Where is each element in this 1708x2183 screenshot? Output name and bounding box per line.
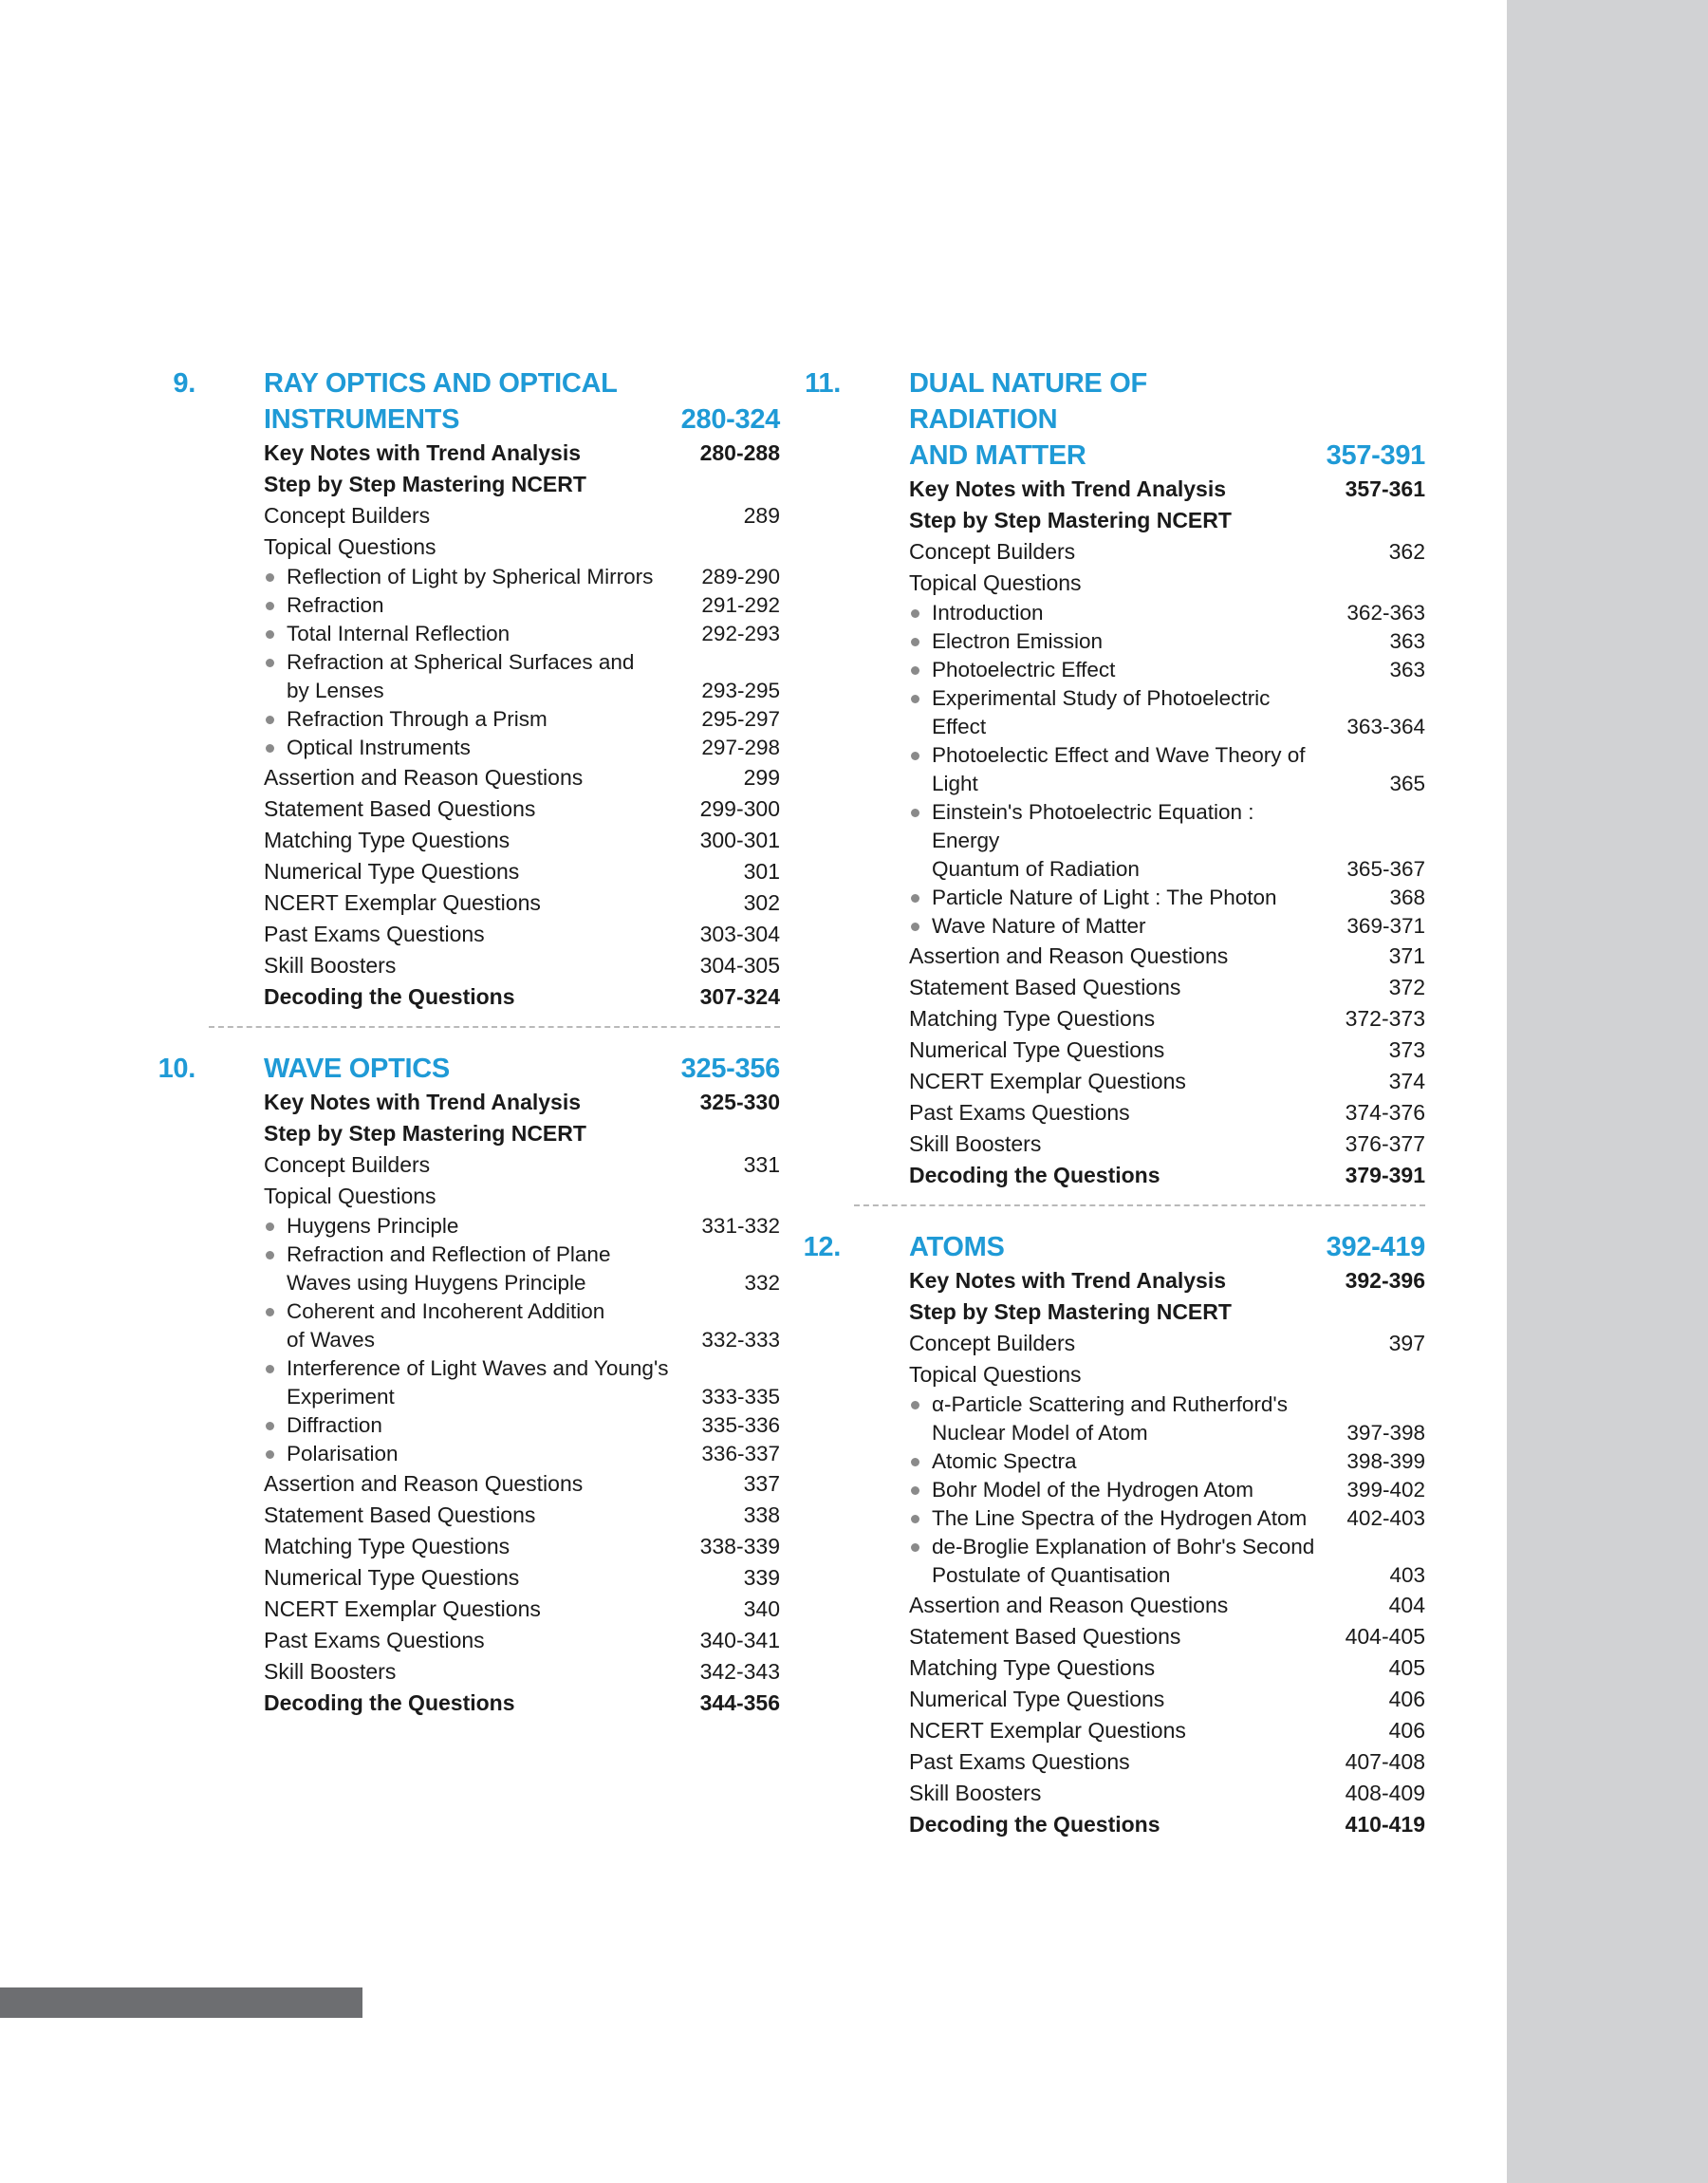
chapter-page-range: 357-391 xyxy=(1326,440,1425,471)
entry-page-range: 407-408 xyxy=(1345,1749,1425,1774)
entry-page-range: 307-324 xyxy=(699,984,780,1009)
entry-label: Photoelectic Effect and Wave Theory of Light xyxy=(932,743,1306,795)
bullet-icon xyxy=(911,1515,919,1523)
chapter-entries xyxy=(854,1265,1425,1840)
entry-label: Past Exams Questions xyxy=(909,1100,1130,1125)
entry-label: Wave Nature of Matter xyxy=(932,914,1146,938)
bullet-icon xyxy=(266,744,274,753)
chapter-heading xyxy=(173,365,780,438)
toc-entry xyxy=(854,684,1425,741)
chapter-title-line: RAY OPTICS AND OPTICAL xyxy=(264,368,618,399)
entry-label: Topical Questions xyxy=(264,1184,436,1208)
entry-page-range: 300-301 xyxy=(699,828,780,852)
toc-entry xyxy=(209,856,780,887)
toc-entry xyxy=(209,500,780,532)
entry-label: Numerical Type Questions xyxy=(909,1037,1165,1062)
entry-page-range: 397-398 xyxy=(1346,1421,1425,1445)
entry-page-range: 336-337 xyxy=(701,1442,780,1465)
entry-label: Interference of Light Waves and Young's Experiment xyxy=(287,1356,669,1409)
entry-label: Photoelectric Effect xyxy=(932,658,1116,681)
entry-label: Topical Questions xyxy=(909,570,1082,595)
entry-page-range: 340-341 xyxy=(699,1628,780,1652)
entry-label: Coherent and Incoherent Addition of Waves xyxy=(287,1299,605,1352)
bullet-icon xyxy=(266,602,274,610)
toc-entry xyxy=(854,656,1425,684)
toc-entry xyxy=(209,1118,780,1149)
entry-label: Total Internal Reflection xyxy=(287,622,511,645)
entry-page-range: 331 xyxy=(743,1152,780,1177)
entry-page-range: 406 xyxy=(1388,1718,1425,1743)
entry-label: NCERT Exemplar Questions xyxy=(909,1718,1186,1743)
bullet-icon xyxy=(266,1251,274,1259)
bullet-icon xyxy=(911,752,919,760)
chapter-heading xyxy=(803,1229,1425,1265)
entry-label: The Line Spectra of the Hydrogen Atom xyxy=(932,1506,1308,1530)
toc-entry xyxy=(854,1328,1425,1359)
toc-entry xyxy=(854,1684,1425,1715)
toc-entry xyxy=(209,887,780,919)
toc-entry xyxy=(209,762,780,793)
toc-entry xyxy=(854,1297,1425,1328)
entry-label: Matching Type Questions xyxy=(264,828,511,852)
entry-page-range: 335-336 xyxy=(701,1413,780,1437)
chapter-number: 12. xyxy=(803,1232,841,1262)
toc-entry xyxy=(209,438,780,469)
entry-page-range: 303-304 xyxy=(699,922,780,946)
toc-entry xyxy=(209,1354,780,1411)
entry-label: Refraction and Reflection of Plane Waves using Huygens Principle xyxy=(287,1242,611,1295)
entry-page-range: 331-332 xyxy=(701,1214,780,1238)
chapter-heading xyxy=(805,365,1425,474)
toc-entry xyxy=(854,536,1425,568)
toc-entry xyxy=(854,1590,1425,1621)
chapter-entries xyxy=(209,1087,780,1719)
toc-entry xyxy=(854,884,1425,912)
entry-label: Einstein's Photoelectric Equation : Energy Quantum of Radiation xyxy=(932,800,1254,881)
toc-entry xyxy=(209,1087,780,1118)
entry-page-range: 357-361 xyxy=(1345,476,1425,501)
toc-entry xyxy=(209,1440,780,1468)
entry-label: NCERT Exemplar Questions xyxy=(909,1069,1186,1093)
bullet-icon xyxy=(911,666,919,675)
toc-entry xyxy=(854,1265,1425,1297)
entry-label: Topical Questions xyxy=(264,534,436,559)
toc-entry xyxy=(209,1181,780,1212)
entry-page-range: 368 xyxy=(1389,886,1425,909)
entry-page-range: 304-305 xyxy=(699,953,780,978)
bullet-icon xyxy=(911,609,919,618)
entry-label: Skill Boosters xyxy=(909,1781,1042,1805)
bullet-icon xyxy=(911,894,919,903)
chapter-9 xyxy=(173,365,780,1013)
toc-entry xyxy=(854,1746,1425,1778)
toc-entry xyxy=(209,469,780,500)
entry-label: Polarisation xyxy=(287,1442,399,1465)
toc-entry xyxy=(209,981,780,1013)
entry-page-range: 397 xyxy=(1388,1331,1425,1355)
entry-page-range: 372 xyxy=(1388,975,1425,999)
toc-entry xyxy=(209,1241,780,1297)
entry-label: Past Exams Questions xyxy=(264,1628,485,1652)
entry-page-range: 379-391 xyxy=(1345,1163,1425,1187)
entry-page-range: 404-405 xyxy=(1345,1624,1425,1649)
entry-label: Topical Questions xyxy=(909,1362,1082,1387)
toc-entry xyxy=(209,825,780,856)
entry-label: Huygens Principle xyxy=(287,1214,459,1238)
bullet-icon xyxy=(911,923,919,931)
toc-entry xyxy=(209,950,780,981)
entry-label: Numerical Type Questions xyxy=(264,859,520,884)
entry-label: Statement Based Questions xyxy=(909,975,1181,999)
entry-label: Key Notes with Trend Analysis xyxy=(264,1090,582,1114)
entry-page-range: 406 xyxy=(1388,1687,1425,1711)
toc-entry xyxy=(854,941,1425,972)
toc-entry xyxy=(209,1468,780,1500)
toc-entry xyxy=(209,1531,780,1562)
entry-label: Decoding the Questions xyxy=(264,1690,515,1715)
entry-page-range: 371 xyxy=(1388,943,1425,968)
entry-page-range: 410-419 xyxy=(1345,1812,1425,1837)
entry-label: Introduction xyxy=(932,601,1044,625)
right-margin-strip xyxy=(1507,0,1708,2183)
toc-entry xyxy=(854,1160,1425,1191)
chapter-12 xyxy=(803,1229,1425,1840)
toc-entry xyxy=(854,627,1425,656)
chapter-entries xyxy=(209,438,780,1013)
toc-entry xyxy=(209,648,780,705)
toc-entry xyxy=(209,1411,780,1440)
entry-page-range: 292-293 xyxy=(701,622,780,645)
toc-entry xyxy=(854,1035,1425,1066)
entry-page-range: 333-335 xyxy=(701,1385,780,1409)
toc-entry xyxy=(854,798,1425,884)
entry-label: Decoding the Questions xyxy=(264,984,515,1009)
entry-page-range: 332 xyxy=(744,1271,780,1295)
entry-label: Matching Type Questions xyxy=(909,1655,1156,1680)
entry-label: Key Notes with Trend Analysis xyxy=(909,1268,1227,1293)
entry-page-range: 332-333 xyxy=(701,1328,780,1352)
chapter-title-line: ATOMS xyxy=(909,1232,1005,1262)
entry-page-range: 405 xyxy=(1388,1655,1425,1680)
entry-page-range: 365-367 xyxy=(1346,857,1425,881)
entry-label: Assertion and Reason Questions xyxy=(909,1593,1229,1617)
chapter-title-line: WAVE OPTICS xyxy=(264,1054,450,1084)
entry-page-range: 289 xyxy=(743,503,780,528)
toc-entry xyxy=(854,912,1425,941)
entry-page-range: 338 xyxy=(743,1502,780,1527)
toc-entry xyxy=(209,1500,780,1531)
entry-page-range: 404 xyxy=(1388,1593,1425,1617)
toc-entry xyxy=(854,1447,1425,1476)
toc-entry xyxy=(854,1097,1425,1129)
entry-label: Concept Builders xyxy=(909,539,1076,564)
chapter-entries xyxy=(854,474,1425,1191)
chapter-page-range: 325-356 xyxy=(680,1054,780,1084)
entry-page-range: 363 xyxy=(1389,658,1425,681)
entry-page-range: 369-371 xyxy=(1346,914,1425,938)
entry-page-range: 344-356 xyxy=(699,1690,780,1715)
entry-page-range: 295-297 xyxy=(701,707,780,731)
chapter-number: 11. xyxy=(805,368,841,399)
entry-page-range: 398-399 xyxy=(1346,1449,1425,1473)
toc-entry xyxy=(209,1656,780,1688)
toc-entry xyxy=(209,620,780,648)
bullet-icon xyxy=(911,1543,919,1552)
entry-label: Numerical Type Questions xyxy=(909,1687,1165,1711)
entry-page-range: 293-295 xyxy=(701,679,780,702)
entry-label: Assertion and Reason Questions xyxy=(264,1471,584,1496)
entry-label: Particle Nature of Light : The Photon xyxy=(932,886,1277,909)
entry-page-range: 376-377 xyxy=(1345,1131,1425,1156)
entry-label: Matching Type Questions xyxy=(909,1006,1156,1031)
entry-label: Reflection of Light by Spherical Mirrors xyxy=(287,565,654,588)
entry-label: Refraction Through a Prism xyxy=(287,707,548,731)
entry-label: Atomic Spectra xyxy=(932,1449,1077,1473)
entry-page-range: 338-339 xyxy=(699,1534,780,1558)
entry-label: Step by Step Mastering NCERT xyxy=(909,508,1232,532)
entry-label: Refraction at Spherical Surfaces and by Lenses xyxy=(287,650,635,702)
entry-label: Concept Builders xyxy=(264,1152,431,1177)
toc-entry xyxy=(854,1359,1425,1390)
toc-entry xyxy=(854,1778,1425,1809)
entry-label: Step by Step Mastering NCERT xyxy=(909,1299,1232,1324)
entry-label: Key Notes with Trend Analysis xyxy=(264,440,582,465)
toc-entry xyxy=(854,1390,1425,1447)
entry-label: Statement Based Questions xyxy=(909,1624,1181,1649)
bullet-icon xyxy=(266,659,274,667)
entry-label: Key Notes with Trend Analysis xyxy=(909,476,1227,501)
entry-label: NCERT Exemplar Questions xyxy=(264,1596,541,1621)
entry-page-range: 337 xyxy=(743,1471,780,1496)
toc-entry xyxy=(854,1476,1425,1504)
entry-page-range: 408-409 xyxy=(1345,1781,1425,1805)
entry-label: NCERT Exemplar Questions xyxy=(264,890,541,915)
entry-page-range: 392-396 xyxy=(1345,1268,1425,1293)
entry-page-range: 362-363 xyxy=(1346,601,1425,625)
toc-entry xyxy=(854,1504,1425,1533)
toc-entry xyxy=(209,563,780,591)
toc-entry xyxy=(209,1625,780,1656)
chapter-title-line: DUAL NATURE OF RADIATION xyxy=(909,368,1147,435)
toc-entry xyxy=(854,1129,1425,1160)
bullet-icon xyxy=(911,638,919,646)
toc-entry xyxy=(209,1688,780,1719)
bullet-icon xyxy=(911,1486,919,1495)
entry-label: Skill Boosters xyxy=(264,953,397,978)
toc-entry xyxy=(854,972,1425,1003)
bullet-icon xyxy=(266,716,274,724)
toc-entry xyxy=(854,505,1425,536)
toc-entry xyxy=(854,1066,1425,1097)
bullet-icon xyxy=(266,573,274,582)
entry-label: Past Exams Questions xyxy=(264,922,485,946)
entry-page-range: 403 xyxy=(1389,1563,1425,1587)
entry-label: Skill Boosters xyxy=(909,1131,1042,1156)
entry-page-range: 363-364 xyxy=(1346,715,1425,738)
bullet-icon xyxy=(266,1222,274,1231)
chapter-11 xyxy=(805,365,1425,1191)
toc-entry xyxy=(854,1715,1425,1746)
toc-column-left xyxy=(158,365,780,1719)
entry-label: Decoding the Questions xyxy=(909,1812,1160,1837)
toc-entry xyxy=(209,591,780,620)
entry-label: Step by Step Mastering NCERT xyxy=(264,1121,586,1146)
bullet-icon xyxy=(266,630,274,639)
entry-page-range: 342-343 xyxy=(699,1659,780,1684)
chapter-title-line: AND MATTER xyxy=(909,440,1086,471)
entry-label: Statement Based Questions xyxy=(264,1502,536,1527)
toc-entry xyxy=(209,734,780,762)
chapter-number: 9. xyxy=(173,368,195,399)
bullet-icon xyxy=(266,1422,274,1430)
entry-label: Diffraction xyxy=(287,1413,382,1437)
entry-label: Concept Builders xyxy=(264,503,431,528)
bullet-icon xyxy=(266,1450,274,1459)
toc-entry xyxy=(854,1621,1425,1652)
toc-entry xyxy=(209,532,780,563)
chapter-page-range: 280-324 xyxy=(680,404,780,435)
entry-label: Optical Instruments xyxy=(287,736,471,759)
entry-label: Decoding the Questions xyxy=(909,1163,1160,1187)
chapter-title-line: INSTRUMENTS xyxy=(264,404,460,435)
entry-page-range: 373 xyxy=(1388,1037,1425,1062)
entry-label: Numerical Type Questions xyxy=(264,1565,520,1590)
entry-page-range: 399-402 xyxy=(1346,1478,1425,1502)
entry-label: Assertion and Reason Questions xyxy=(264,765,584,790)
entry-label: Past Exams Questions xyxy=(909,1749,1130,1774)
entry-label: Experimental Study of Photoelectric Effect xyxy=(932,686,1271,738)
toc-entry xyxy=(854,741,1425,798)
entry-page-range: 299-300 xyxy=(699,796,780,821)
entry-page-range: 325-330 xyxy=(699,1090,780,1114)
toc-column-right xyxy=(803,365,1425,1840)
entry-page-range: 339 xyxy=(743,1565,780,1590)
entry-page-range: 362 xyxy=(1388,539,1425,564)
chapter-page-range: 392-419 xyxy=(1326,1232,1425,1262)
entry-page-range: 363 xyxy=(1389,629,1425,653)
entry-page-range: 289-290 xyxy=(701,565,780,588)
entry-label: de-Broglie Explanation of Bohr's Second Postulate of Quantisation xyxy=(932,1535,1315,1587)
toc-entry xyxy=(209,919,780,950)
entry-page-range: 301 xyxy=(743,859,780,884)
toc-entry xyxy=(854,568,1425,599)
entry-page-range: 365 xyxy=(1389,772,1425,795)
toc-entry xyxy=(209,705,780,734)
entry-page-range: 280-288 xyxy=(699,440,780,465)
entry-label: Electron Emission xyxy=(932,629,1104,653)
entry-page-range: 340 xyxy=(743,1596,780,1621)
entry-label: Refraction xyxy=(287,593,384,617)
toc-entry xyxy=(854,1003,1425,1035)
toc-entry xyxy=(854,1652,1425,1684)
bullet-icon xyxy=(911,695,919,703)
entry-page-range: 402-403 xyxy=(1346,1506,1425,1530)
entry-label: Concept Builders xyxy=(909,1331,1076,1355)
toc-entry xyxy=(854,1809,1425,1840)
entry-label: Bohr Model of the Hydrogen Atom xyxy=(932,1478,1253,1502)
entry-page-range: 374-376 xyxy=(1345,1100,1425,1125)
chapter-heading xyxy=(158,1051,780,1087)
bullet-icon xyxy=(266,1365,274,1373)
footer-bar xyxy=(0,1987,362,2018)
toc-entry xyxy=(854,1533,1425,1590)
entry-label: Skill Boosters xyxy=(264,1659,397,1684)
chapter-number: 10. xyxy=(158,1054,195,1084)
entry-label: Step by Step Mastering NCERT xyxy=(264,472,586,496)
bullet-icon xyxy=(911,809,919,817)
toc-entry xyxy=(209,1562,780,1594)
entry-page-range: 374 xyxy=(1388,1069,1425,1093)
toc-entry xyxy=(209,1297,780,1354)
toc-entry xyxy=(854,474,1425,505)
toc-entry xyxy=(854,599,1425,627)
bullet-icon xyxy=(911,1458,919,1466)
entry-page-range: 299 xyxy=(743,765,780,790)
chapter-10 xyxy=(158,1051,780,1719)
toc-entry xyxy=(209,1594,780,1625)
entry-label: α-Particle Scattering and Rutherford's Nuclear Model of Atom xyxy=(932,1392,1288,1445)
bullet-icon xyxy=(266,1308,274,1316)
entry-page-range: 291-292 xyxy=(701,593,780,617)
chapter-divider xyxy=(854,1204,1425,1206)
entry-label: Matching Type Questions xyxy=(264,1534,511,1558)
entry-label: Assertion and Reason Questions xyxy=(909,943,1229,968)
chapter-divider xyxy=(209,1026,780,1028)
entry-page-range: 372-373 xyxy=(1345,1006,1425,1031)
entry-page-range: 297-298 xyxy=(701,736,780,759)
entry-page-range: 302 xyxy=(743,890,780,915)
entry-label: Statement Based Questions xyxy=(264,796,536,821)
toc-entry xyxy=(209,793,780,825)
bullet-icon xyxy=(911,1401,919,1409)
toc-entry xyxy=(209,1212,780,1241)
toc-entry xyxy=(209,1149,780,1181)
